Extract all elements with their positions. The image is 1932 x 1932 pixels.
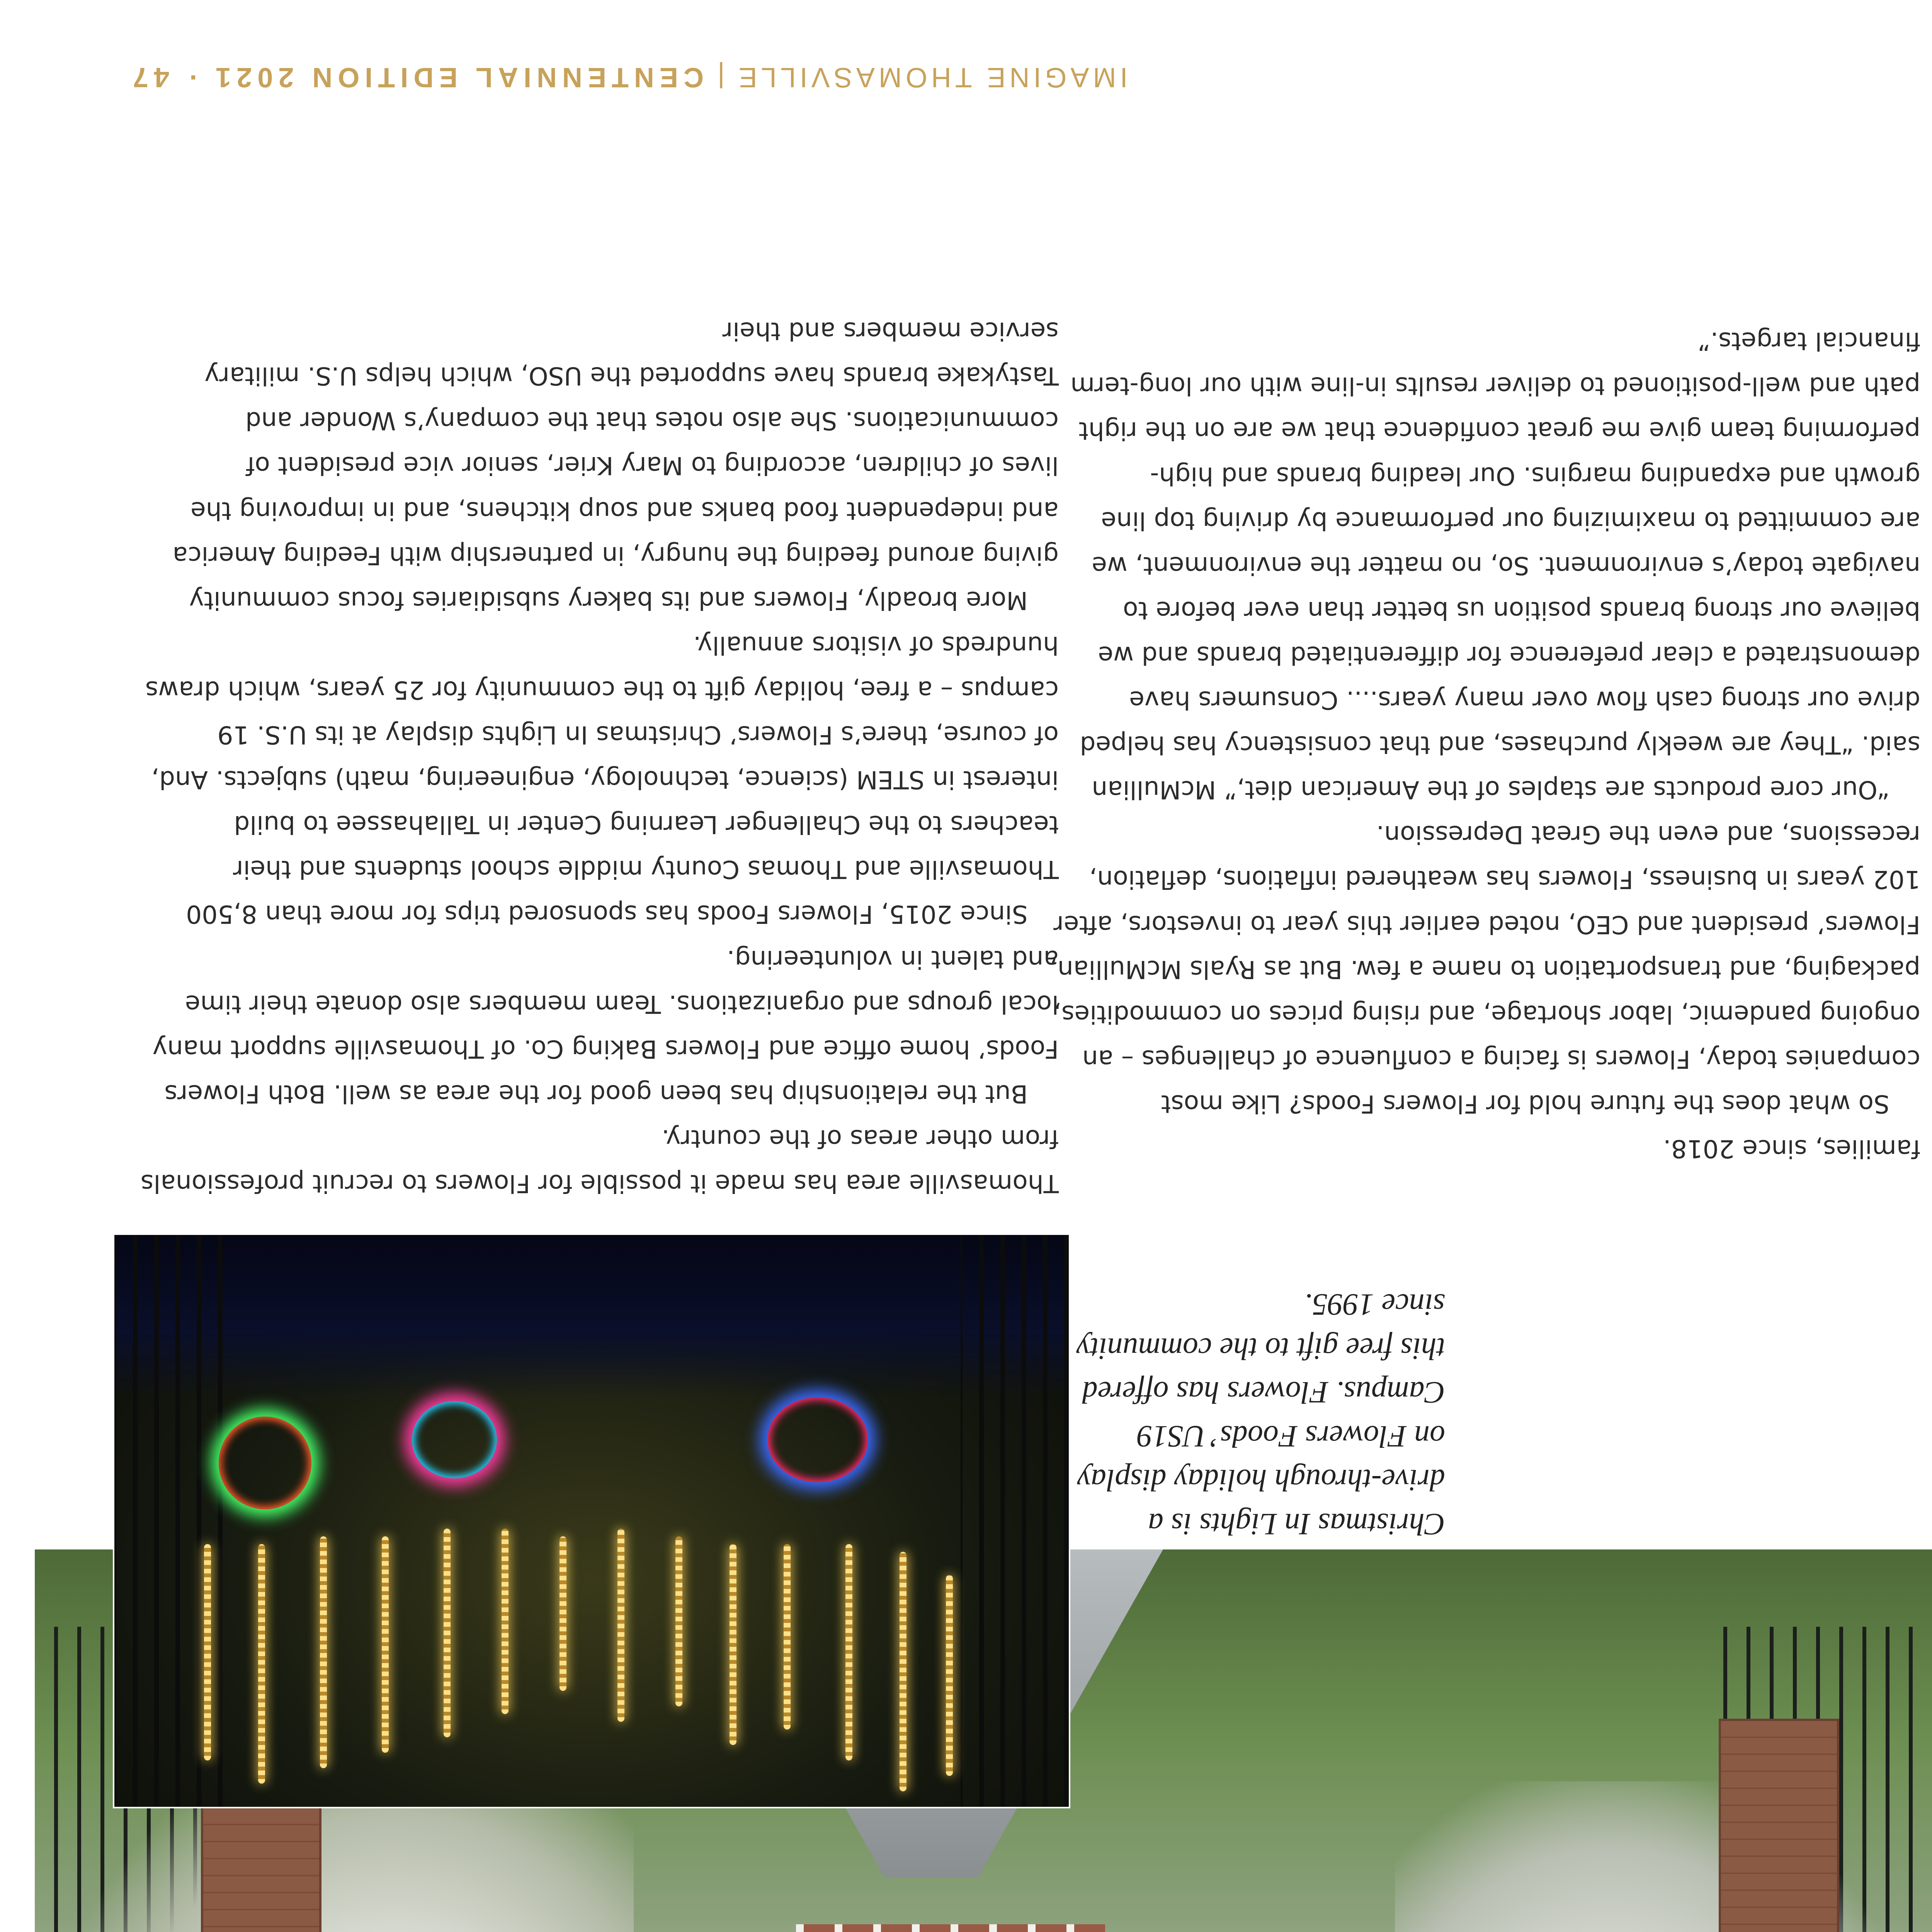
light-strand <box>730 1544 736 1745</box>
paragraph: But the relationship has been good for the area as well. Both Flowers Foods’ home office and Flowers Baking Co. of Thomasville support many local groups and organizations. Team members also donate their time and talent in volunteering. <box>152 944 1059 1108</box>
light-strand <box>320 1536 327 1768</box>
paragraph: More broadly, Flowers and its bakery subsidiaries focus community giving around feeding the hungry, in partnership with Feeding America and independent food banks and soup kitchens, and in improving the lives of children, according to Mary Krier, senior vice president of communications. She also notes that the company’s Wonder and Tastykake brands have supported the USO, which helps U.S. military service members and their <box>172 316 1059 615</box>
paragraph: “Our core products are staples of the American diet,” McMullian said. “They are weekly purchases, and that consistency has helped drive our strong cash flow over many years.... Consumers have demonstrated a clear preference for differentiated brands and we believe our strong brands position us better than ever before to navigate today’s environment. So, no matter the environment, we are committed to maximizing our performance by driving top line growth and expanding margins. Our leading brands and high-performing team give me great confidence that we are on the right path and well-positioned to deliver results in-line with our long-term financial targets.” <box>1070 327 1920 804</box>
light-strand <box>204 1544 211 1760</box>
neon-decoration <box>219 1417 311 1509</box>
light-strand <box>617 1529 624 1722</box>
light-strand <box>946 1575 953 1776</box>
edition-and-page-number: CENTENNIAL EDITION 2021 · 47 <box>128 62 704 93</box>
paragraph: So what does the future hold for Flowers Foods? Like most companies today, Flowers is facing a confluence of challenges – an ongoing pandemic, labor shortage, and rising prices on commodities, packaging, and transportation to name a few. But as Ryals McMullian, Flowers’ president and CEO, noted earlier this year to investors, after 102 years in business, Flowers has weathered inflations, deflation, recessions, and even the Great Depression. <box>1049 820 1920 1118</box>
paragraph: families, since 2018. <box>1663 1134 1920 1163</box>
paragraph: Since 2015, Flowers Foods has sponsored trips for more than 8,500 Thomasville and Thomas County middle school students and their teachers to the Challenger Learning Center in Tallahassee to build interest in STEM (science, technology, engineering, math) subjects. And, of course, there’s Flowers’ Christmas In Lights display at its U.S. 19 campus – a free, holiday gift to the community for 25 years, which draws hundreds of visitors annually. <box>145 630 1059 929</box>
light-strand <box>444 1529 451 1737</box>
article-column-left <box>139 308 1059 1206</box>
neon-decoration <box>767 1397 868 1482</box>
light-strand <box>900 1552 906 1791</box>
headquarters-building <box>796 1924 1105 1932</box>
header-separator: | <box>713 62 725 93</box>
photo-caption: Christmas In Lights is a drive-through holiday display on Flowers Foods’ US19 Campus. Flowers has offered this free gift to the community since 1995. <box>1076 1287 1445 1541</box>
christmas-lights-photo <box>113 1233 1070 1808</box>
light-strand <box>560 1536 566 1691</box>
brick-gate-pillar <box>1719 1719 1839 1932</box>
article-column-right <box>1047 318 1920 1171</box>
publication-name: IMAGINE THOMASVILLE <box>735 62 1128 93</box>
light-strand <box>675 1536 682 1706</box>
light-strand <box>258 1544 265 1784</box>
light-strand <box>784 1544 791 1730</box>
light-strand <box>382 1536 389 1753</box>
night-sky <box>114 1235 1069 1397</box>
blossoming-trees <box>1395 1781 1932 1932</box>
iron-gate <box>961 1235 1069 1807</box>
neon-decoration <box>412 1401 497 1478</box>
running-header <box>128 54 1171 100</box>
paragraph: Thomasville area has made it possible for Flowers to recruit professionals from other areas of the country. <box>140 1124 1059 1198</box>
light-strand <box>845 1544 852 1760</box>
light-strand <box>502 1529 509 1714</box>
